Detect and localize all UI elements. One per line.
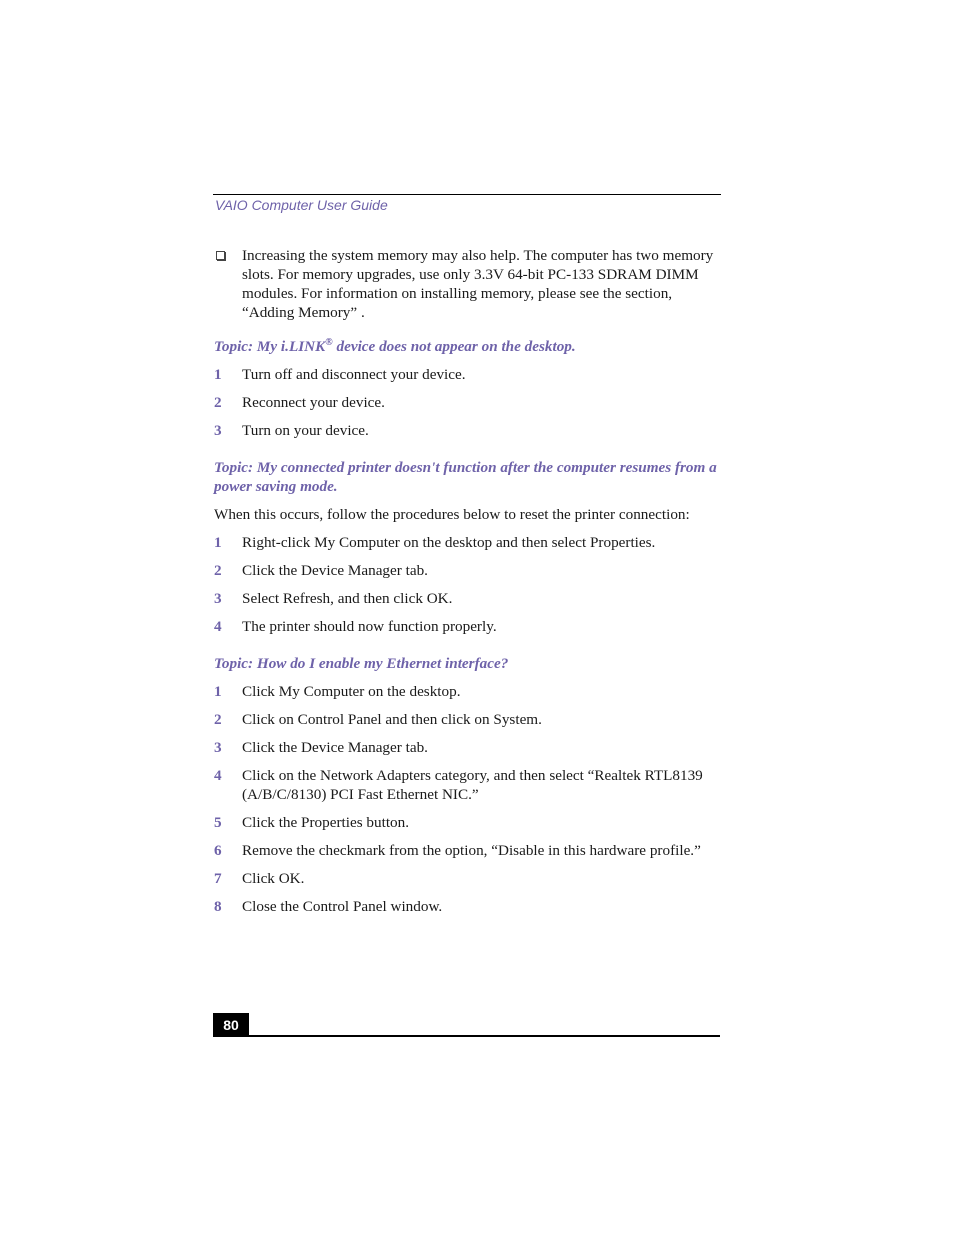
step-text: Click on the Network Adapters category, and then select “Realtek RTL8139 (A/B/C/8130) PCI Fast Ethernet NIC.” bbox=[242, 767, 703, 803]
list-item bbox=[214, 738, 720, 757]
list-item bbox=[214, 841, 720, 860]
registered-mark: ® bbox=[325, 336, 333, 348]
topic-ilink-heading-end: device does not appear on the desktop. bbox=[332, 338, 576, 355]
step-number: 7 bbox=[214, 870, 222, 887]
step-number: 4 bbox=[214, 767, 222, 784]
step-text: Click OK. bbox=[242, 870, 305, 887]
topic-ethernet-heading: Topic: How do I enable my Ethernet interface? bbox=[214, 655, 509, 672]
list-item bbox=[214, 869, 720, 888]
list-item bbox=[214, 561, 720, 580]
list-item bbox=[214, 766, 720, 804]
list-item bbox=[214, 617, 720, 636]
topic-ilink-heading bbox=[214, 337, 720, 356]
step-number: 5 bbox=[214, 814, 222, 831]
topic-printer-heading: Topic: My connected printer doesn't function after the computer resumes from a power saving mode. bbox=[214, 459, 717, 495]
step-number: 3 bbox=[214, 739, 222, 756]
ilink-steps-list bbox=[214, 365, 720, 440]
step-number: 1 bbox=[214, 683, 222, 700]
list-item bbox=[214, 365, 720, 384]
step-text: Click My Computer on the desktop. bbox=[242, 683, 461, 700]
ethernet-steps-list bbox=[214, 682, 720, 916]
list-item bbox=[214, 533, 720, 552]
list-item bbox=[214, 682, 720, 701]
step-text: Select Refresh, and then click OK. bbox=[242, 590, 453, 607]
step-text: Click the Device Manager tab. bbox=[242, 739, 428, 756]
step-text: Click the Device Manager tab. bbox=[242, 562, 428, 579]
step-number: 2 bbox=[214, 394, 222, 411]
memory-tip-bullet bbox=[214, 246, 720, 322]
step-number: 3 bbox=[214, 422, 222, 439]
step-text: Close the Control Panel window. bbox=[242, 898, 443, 915]
header-rule bbox=[213, 194, 721, 195]
topic-ilink-heading-start: Topic: My i.LINK bbox=[214, 338, 326, 355]
step-text: The printer should now function properly. bbox=[242, 618, 497, 635]
step-number: 2 bbox=[214, 562, 222, 579]
checkbox-bullet-icon bbox=[216, 251, 225, 260]
list-item bbox=[214, 589, 720, 608]
footer-rule bbox=[213, 1035, 720, 1037]
step-text: Turn on your device. bbox=[242, 422, 369, 439]
step-text: Right-click My Computer on the desktop and then select Properties. bbox=[242, 534, 656, 551]
printer-steps-list bbox=[214, 533, 720, 636]
list-item bbox=[214, 421, 720, 440]
step-number: 1 bbox=[214, 366, 222, 383]
step-text: Reconnect your device. bbox=[242, 394, 385, 411]
step-text: Remove the checkmark from the option, “Disable in this hardware profile.” bbox=[242, 842, 701, 859]
printer-intro-text: When this occurs, follow the procedures below to reset the printer connection: bbox=[214, 506, 690, 523]
list-item bbox=[214, 813, 720, 832]
step-number: 4 bbox=[214, 618, 222, 635]
list-item bbox=[214, 710, 720, 729]
step-number: 2 bbox=[214, 711, 222, 728]
step-number: 1 bbox=[214, 534, 222, 551]
page-content bbox=[214, 246, 720, 925]
step-text: Turn off and disconnect your device. bbox=[242, 366, 466, 383]
running-header-title: VAIO Computer User Guide bbox=[215, 197, 388, 213]
step-number: 3 bbox=[214, 590, 222, 607]
memory-tip-text: Increasing the system memory may also help. The computer has two memory slots. For memory upgrades, use only 3.3V 64-bit PC-133 SDRAM DIMM modules. For information on installing memory, please see the section, “Adding Memory” . bbox=[242, 247, 714, 321]
page-number: 80 bbox=[213, 1013, 249, 1036]
step-number: 8 bbox=[214, 898, 222, 915]
list-item bbox=[214, 393, 720, 412]
step-text: Click on Control Panel and then click on System. bbox=[242, 711, 542, 728]
list-item bbox=[214, 897, 720, 916]
step-number: 6 bbox=[214, 842, 222, 859]
step-text: Click the Properties button. bbox=[242, 814, 410, 831]
